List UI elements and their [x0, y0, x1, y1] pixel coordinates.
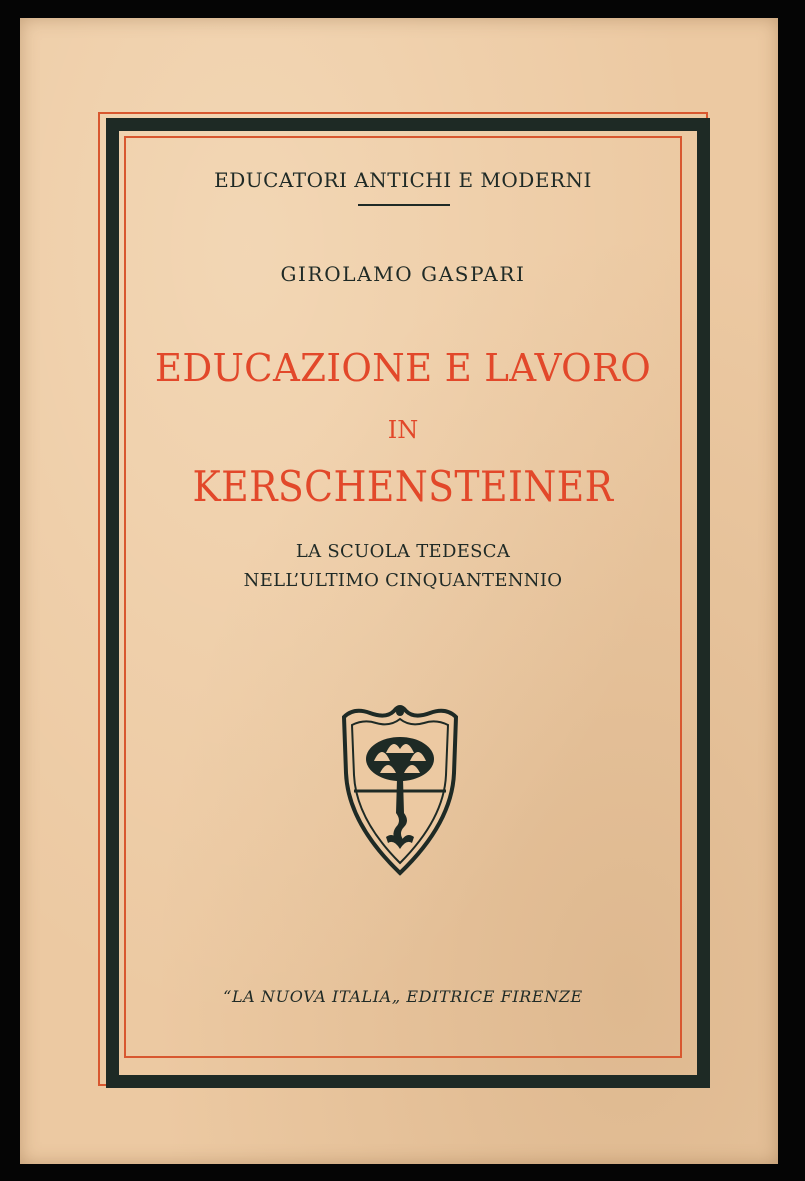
author-name: GIROLAMO GASPARI	[280, 262, 526, 286]
book-cover	[20, 18, 778, 1164]
subtitle-line-2: NELL’ULTIMO CINQUANTENNIO	[243, 570, 563, 591]
book-title-line-2: IN	[387, 416, 419, 444]
series-title: EDUCATORI ANTICHI E MODERNI	[214, 168, 592, 192]
series-underline-divider	[358, 204, 450, 206]
shield-with-tree-icon	[334, 703, 466, 883]
publisher-imprint: “LA NUOVA ITALIA„ EDITRICE FIRENZE	[223, 987, 583, 1006]
book-title-line-1: EDUCAZIONE E LAVORO	[154, 346, 652, 390]
book-title-line-3: KERSCHENSTEINER	[192, 462, 614, 511]
subtitle-line-1: LA SCUOLA TEDESCA	[295, 541, 511, 562]
